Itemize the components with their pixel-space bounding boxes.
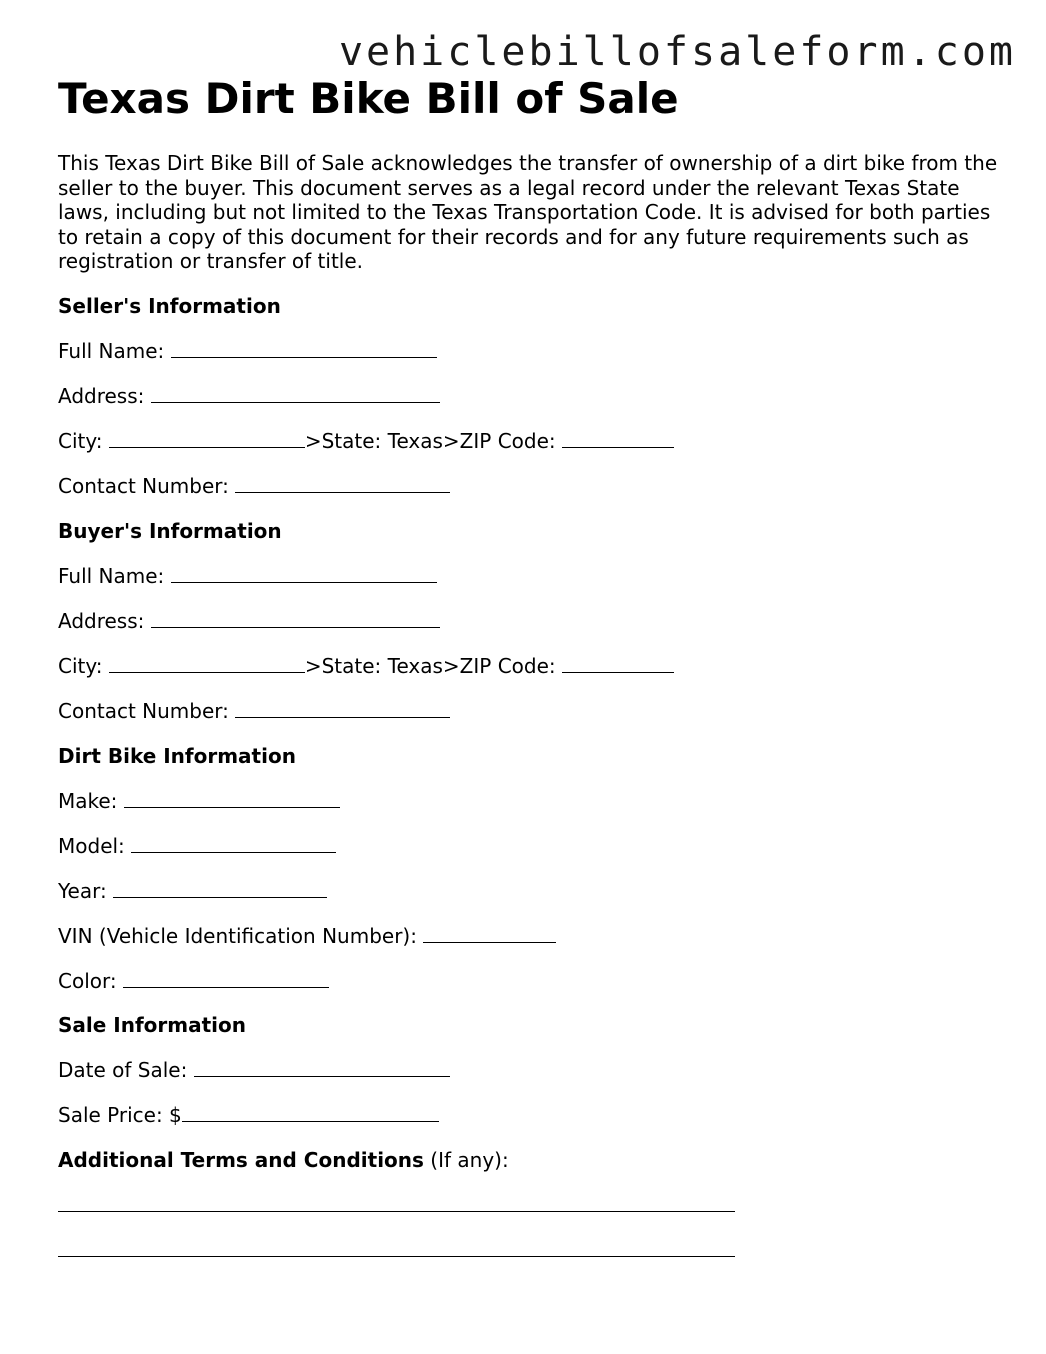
buyer-contact-label: Contact Number: [58,699,229,723]
sale-heading: Sale Information [58,1013,246,1037]
terms-line-1-row [58,1193,735,1217]
seller-address-label: Address: [58,384,145,408]
terms-line-2[interactable] [58,1239,735,1257]
buyer-city-field[interactable] [109,655,305,673]
seller-full-name-field[interactable] [171,340,437,358]
sale-price-field[interactable] [182,1104,439,1122]
bike-model-row [58,834,336,858]
buyer-full-name-row [58,564,437,588]
buyer-zip-field[interactable] [562,655,674,673]
bike-make-row [58,789,340,813]
intro-paragraph: This Texas Dirt Bike Bill of Sale acknowledges the transfer of ownership of a dirt bike from the seller to the buyer. This document serves as a legal record under the relevant Texas State laws, including but not limited to the Texas Transportation Code. It is advised for both parties to retain a copy of this document for their records and for any future requirements such as registration or transfer of title. [58,151,998,273]
buyer-full-name-field[interactable] [171,565,437,583]
seller-city-label: City: [58,429,103,453]
sale-date-field[interactable] [194,1059,450,1077]
bike-year-field[interactable] [113,880,327,898]
bike-vin-field[interactable] [423,925,556,943]
seller-address-row [58,384,440,408]
buyer-contact-field[interactable] [235,700,450,718]
bike-model-label: Model: [58,834,125,858]
document-title: Texas Dirt Bike Bill of Sale [58,74,679,123]
bike-year-row [58,879,327,903]
seller-zip-field[interactable] [562,430,674,448]
terms-line-1[interactable] [58,1194,735,1212]
bike-color-label: Color: [58,969,117,993]
seller-heading: Seller's Information [58,294,281,318]
site-watermark: vehiclebillofsaleform.com [338,29,1016,75]
seller-state-zip-label: >State: Texas>ZIP Code: [304,429,556,453]
seller-full-name-label: Full Name: [58,339,165,363]
seller-contact-row [58,474,450,498]
seller-contact-label: Contact Number: [58,474,229,498]
bike-make-label: Make: [58,789,118,813]
seller-full-name-row [58,339,437,363]
buyer-address-field[interactable] [151,610,440,628]
buyer-state-zip-label: >State: Texas>ZIP Code: [304,654,556,678]
bike-vin-label: VIN (Vehicle Identification Number): [58,924,417,948]
bike-vin-row [58,924,556,948]
buyer-contact-row [58,699,450,723]
bike-heading: Dirt Bike Information [58,744,296,768]
seller-contact-field[interactable] [235,475,450,493]
sale-price-label: Sale Price: $ [58,1103,182,1127]
sale-date-row [58,1058,450,1082]
buyer-address-row [58,609,440,633]
sale-date-label: Date of Sale: [58,1058,188,1082]
bike-model-field[interactable] [131,835,336,853]
buyer-full-name-label: Full Name: [58,564,165,588]
seller-city-row [58,429,674,453]
terms-line-2-row [58,1238,735,1262]
bike-color-field[interactable] [123,970,329,988]
buyer-address-label: Address: [58,609,145,633]
buyer-city-row [58,654,674,678]
bike-make-field[interactable] [124,790,340,808]
buyer-heading: Buyer's Information [58,519,282,543]
terms-heading-row [58,1148,509,1172]
terms-note: (If any): [430,1148,509,1172]
buyer-city-label: City: [58,654,103,678]
terms-heading: Additional Terms and Conditions [58,1148,424,1172]
bike-color-row [58,969,329,993]
sale-price-row [58,1103,439,1127]
seller-city-field[interactable] [109,430,305,448]
bike-year-label: Year: [58,879,107,903]
seller-address-field[interactable] [151,385,440,403]
